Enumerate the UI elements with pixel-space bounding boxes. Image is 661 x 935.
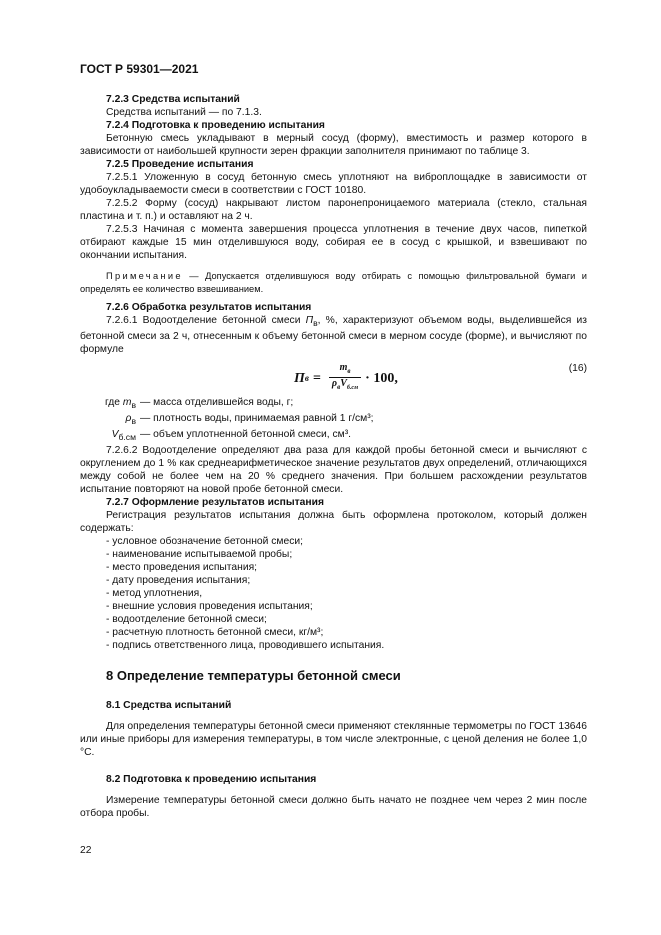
section-7-2-6-title: 7.2.6 Обработка результатов испытания: [106, 302, 312, 313]
formula-expression: [294, 362, 398, 394]
page-number: 22: [80, 845, 92, 856]
section-7-2-3-title: 7.2.3 Средства испытаний: [106, 94, 240, 105]
paragraph-7-2-5-2: 7.2.5.2 Форму (сосуд) накрывают листом паронепроницаемого материала (стекло, стальная пластина и т. п.) и оставляют на 2 ч.: [80, 198, 587, 222]
paragraph-7-2-5-3: 7.2.5.3 Начиная с момента завершения процесса уплотнения в течение двух часов, пипеткой отбирают каждые 15 мин отделившуюся воду, собирая ее в сосуд с крышкой, и взвешивают по окончании испытания.: [80, 224, 587, 261]
protocol-list: [80, 535, 587, 652]
legend-symbol-rho: [80, 412, 140, 428]
note-label: Примечание: [106, 271, 183, 281]
formula-denominator: [329, 377, 361, 394]
p-7-2-6-1-symbol: П: [305, 315, 314, 326]
legend-prefix: где: [104, 397, 123, 409]
section-7-2-7-text: Регистрация результатов испытания должна быть оформлена протоколом, который должен содержать:: [80, 510, 587, 535]
formula-numerator: [337, 362, 354, 377]
legend-text-m: — масса отделившейся воды, г;: [140, 397, 294, 409]
list-item: - подпись ответственного лица, проводившего испытания.: [106, 640, 385, 652]
note-text: — Допускается отделившуюся воду отбирать с помощью фильтровальной бумаги и определять ее количество взвешиванием.: [80, 271, 587, 294]
legend-sym: V: [111, 429, 119, 441]
legend-sym: m: [122, 397, 132, 409]
formula-lhs: П: [294, 370, 305, 386]
paragraph-7-2-5-1: 7.2.5.1 Уложенную в сосуд бетонную смесь уплотняют на виброплощадке в зависимости от удобоукладываемости смеси в соответствии с ГОСТ 10180.: [80, 172, 587, 196]
section-7-2-7-title: 7.2.7 Оформление результатов испытания: [106, 497, 324, 509]
legend-sym: ρ: [125, 413, 132, 425]
legend-sub: б.см: [118, 432, 136, 443]
legend-sub: в: [131, 400, 136, 411]
list-item: - место проведения испытания;: [106, 562, 258, 574]
list-item: - внешние условия проведения испытания;: [106, 601, 313, 613]
document-header: ГОСТ Р 59301—2021: [80, 62, 199, 76]
formula-legend: [80, 396, 587, 444]
legend-sub: в: [131, 416, 136, 427]
section-7-2-3-text: Средства испытаний — по 7.1.3.: [106, 107, 262, 118]
note: [80, 270, 587, 295]
denominator-v-sub: б.см: [346, 385, 359, 392]
list-item: - дату проведения испытания;: [106, 575, 251, 587]
list-item: - метод уплотнения,: [106, 588, 203, 600]
numerator-sub: в: [347, 367, 351, 376]
formula-multiplier: · 100,: [365, 370, 398, 386]
paragraph-7-2-6-2: 7.2.6.2 Водоотделение определяют два раза для каждой пробы бетонной смеси и вычисляют с округлением до 1 % как среднеарифметическое значение результатов двух определений, отличающихся между собой не более чем на 20 % среднего значения. При большем расхождении результатов испытание повторяют на новой пробе бетонной смеси.: [80, 445, 587, 496]
legend-symbol-m: [80, 396, 140, 412]
list-item: - расчетную плотность бетонной смеси, кг/м³;: [106, 627, 324, 639]
paragraph-7-2-6-1: [80, 314, 587, 356]
list-item: - водоотделение бетонной смеси;: [106, 614, 267, 626]
section-8-1-title: 8.1 Средства испытаний: [106, 700, 232, 712]
denominator-rho: ρ: [331, 378, 338, 390]
page-content: [80, 93, 587, 820]
formula-equals: =: [312, 370, 321, 386]
p-7-2-6-1-end: , %, характеризуют объемом воды, выделившейся из бетонной смеси за 2 ч, отнесенным к объему бетонной смеси в мерном сосуде (форме), и вычисляют по формуле: [80, 315, 588, 356]
denominator-rho-sub: в: [337, 383, 341, 392]
section-8-2-text: Измерение температуры бетонной смеси должно быть начато не позднее чем через 2 мин после отбора пробы.: [80, 795, 587, 820]
legend-symbol-v: [80, 428, 140, 444]
section-7-2-4-title: 7.2.4 Подготовка к проведению испытания: [106, 120, 325, 131]
p-7-2-6-1-subscript: в: [313, 318, 318, 329]
section-7-2-4-text: Бетонную смесь укладывают в мерный сосуд (форму), вместимость и размер которого в зависимости от наибольшей крупности зерен фракции заполнителя принимают по таблице 3.: [80, 133, 587, 157]
denominator-v: V: [340, 378, 347, 390]
formula-lhs-sub: в: [304, 372, 309, 383]
formula-number: (16): [568, 363, 587, 375]
legend-text-rho: — плотность воды, принимаемая равной 1 г/см³;: [140, 413, 374, 425]
numerator-symbol: m: [339, 362, 348, 374]
section-8-1-text: Для определения температуры бетонной смеси применяют стеклянные термометры по ГОСТ 13646 или иные приборы для измерения температуры, в том числе электронные, с ценой деления не более 1,0 °С.: [80, 721, 587, 759]
legend-text-v: — объем уплотненной бетонной смеси, см³.: [140, 429, 352, 441]
section-8-2-title: 8.2 Подготовка к проведению испытания: [106, 774, 317, 786]
list-item: - наименование испытываемой пробы;: [106, 549, 293, 561]
section-7-2-5-title: 7.2.5 Проведение испытания: [106, 159, 254, 170]
p-7-2-6-1-start: 7.2.6.1 Водоотделение бетонной смеси: [106, 315, 306, 326]
list-item: - условное обозначение бетонной смеси;: [106, 536, 303, 548]
section-8-title: 8 Определение температуры бетонной смеси: [106, 668, 401, 684]
formula-fraction: [329, 362, 361, 394]
formula-16: [80, 356, 587, 396]
